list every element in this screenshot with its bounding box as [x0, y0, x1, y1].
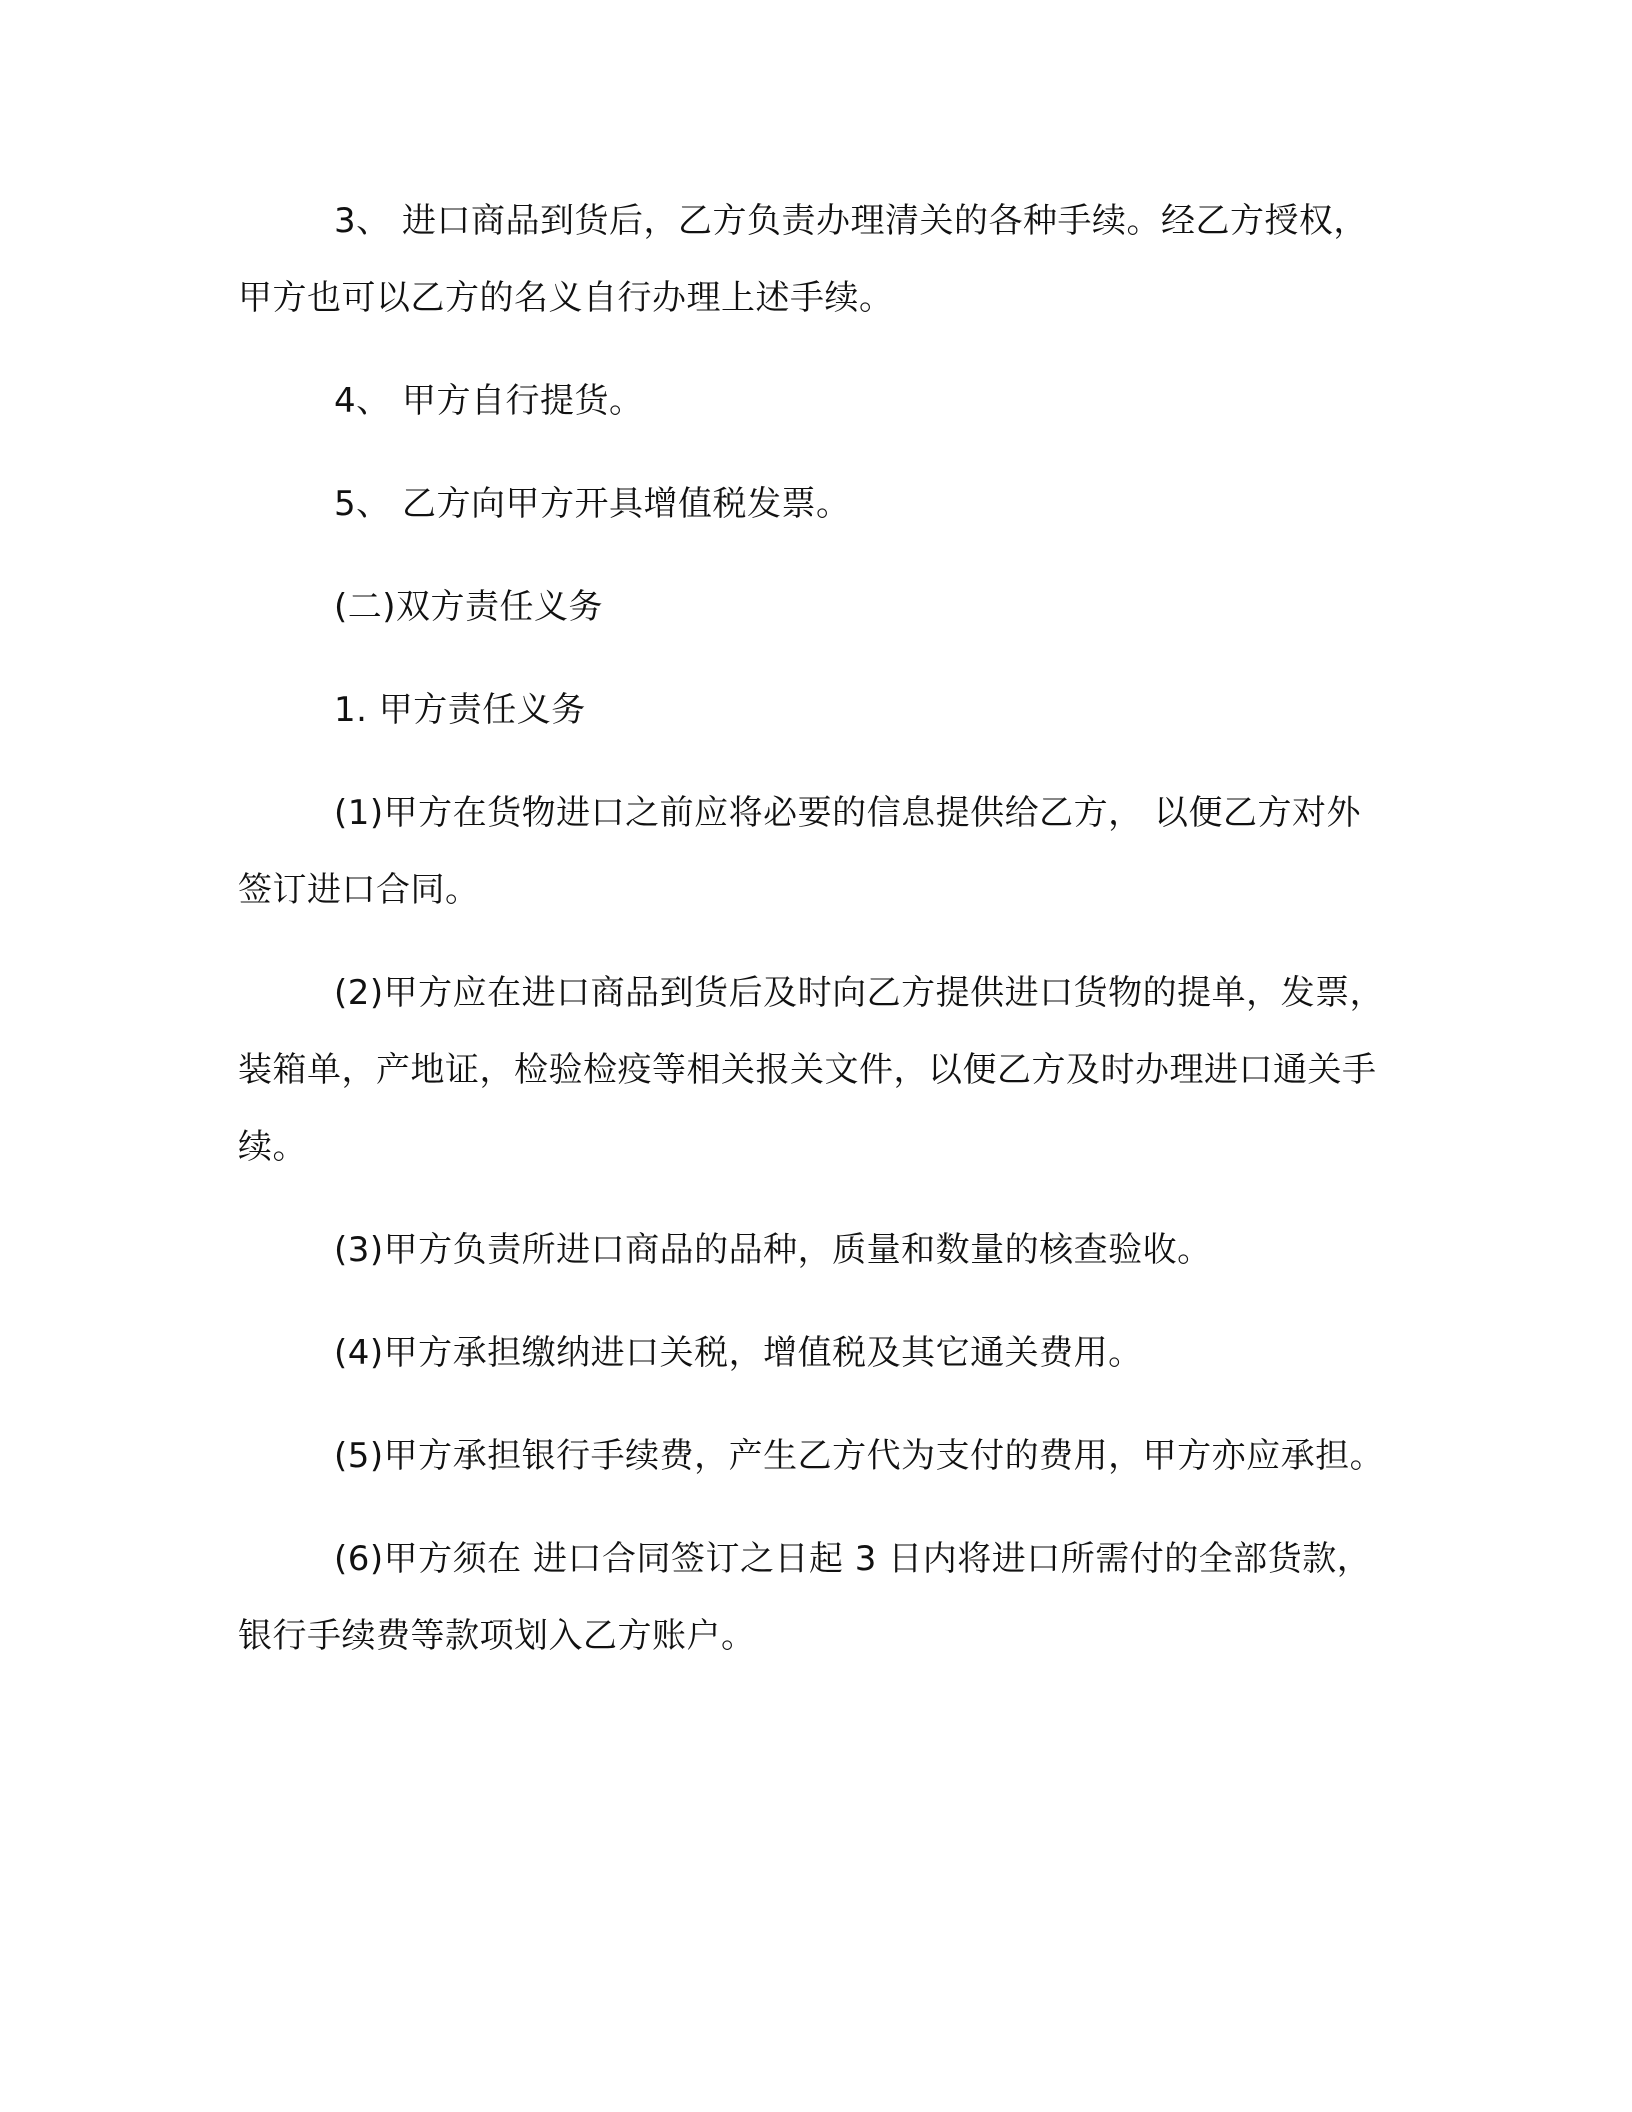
obligation-item-1: (1)甲方在货物进口之前应将必要的信息提供给乙方， 以便乙方对外签订进口合同。 — [238, 793, 1361, 910]
section-heading-obligations: (二)双方责任义务 — [334, 587, 604, 627]
document-body — [238, 183, 1388, 1675]
paragraph-vat-invoice: 5、 乙方向甲方开具增值税发票。 — [334, 484, 851, 524]
obligation-item-3: (3)甲方负责所进口商品的品种，质量和数量的核查验收。 — [334, 1230, 1212, 1270]
obligation-item-6: (6)甲方须在 进口合同签订之日起 3 日内将进口所需付的全部货款，银行手续费等款项划入乙方账户。 — [238, 1539, 1372, 1656]
obligation-item-4: (4)甲方承担缴纳进口关税，增值税及其它通关费用。 — [334, 1333, 1143, 1373]
paragraph-pickup: 4、 甲方自行提货。 — [334, 381, 644, 421]
subheading-party-a-obligations: 1. 甲方责任义务 — [334, 690, 586, 730]
paragraph-customs-clearance: 3、 进口商品到货后，乙方负责办理清关的各种手续。经乙方授权， 甲方也可以乙方的名义自行办理上述手续。 — [238, 201, 1368, 318]
obligation-item-2: (2)甲方应在进口商品到货后及时向乙方提供进口货物的提单，发票，装箱单，产地证，检验检疫等相关报关文件，以便乙方及时办理进口通关手续。 — [238, 973, 1385, 1167]
obligation-item-5: (5)甲方承担银行手续费，产生乙方代为支付的费用，甲方亦应承担。 — [334, 1436, 1385, 1476]
